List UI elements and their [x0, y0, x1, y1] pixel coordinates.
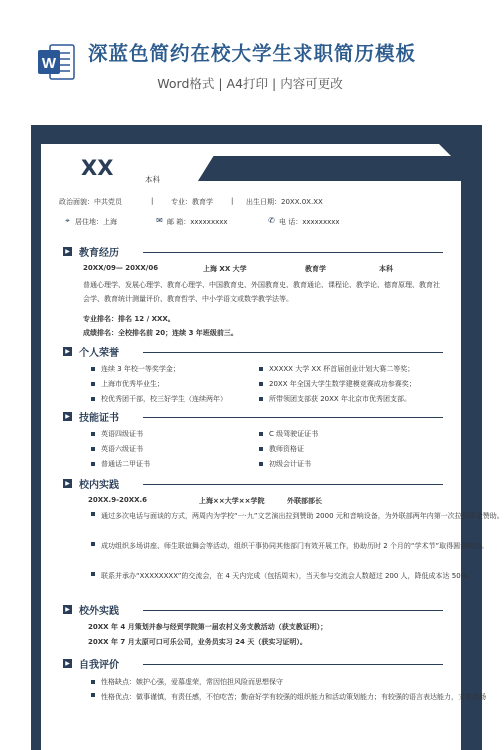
skill-item: 初级会计证书	[259, 459, 311, 469]
email-field: 邮 箱：xxxxxxxxx	[167, 218, 228, 226]
honor-item: 上海市优秀毕业生；	[91, 379, 164, 389]
section-title: 自我评价	[79, 660, 119, 671]
edu-major: 教育学	[305, 265, 326, 273]
mail-icon: ✉	[156, 216, 163, 225]
phone-icon: ✆	[268, 216, 275, 225]
page-subtitle: Word格式 | A4打印 | 内容可更改	[157, 76, 343, 91]
edu-courses: 普通心理学、发展心理学、教育心理学、中国教育史、外国教育史、教育通论、课程论、教学论、德育原理、教育社会学、教育统计测量评价、教育哲学、中小学语文或数学教学法等。	[83, 281, 440, 303]
skill-item: C 级驾驶证证书	[259, 429, 318, 439]
skill-item: 教师资格证	[259, 444, 304, 454]
honor-item: 20XX 年全国大学生数学建模竞赛成功参赛奖；	[259, 379, 416, 389]
section-honors	[63, 344, 443, 360]
birth-field: 出生日期：20XX.0X.XX	[246, 198, 323, 206]
section-rule	[143, 484, 443, 485]
skill-item: 英语六级证书	[91, 444, 143, 454]
candidate-name: XX	[81, 156, 114, 180]
honor-item: 校优秀团干部，校三好学生（连续两年）	[91, 394, 227, 404]
section-arrow-icon: ▶	[63, 605, 72, 614]
header-corner	[439, 144, 461, 166]
word-icon-letter: W	[41, 55, 57, 72]
section-skills	[63, 409, 443, 425]
section-arrow-icon: ▶	[63, 412, 72, 421]
campus-item: 通过多次电话与面谈的方式，两周内为学校“一·九”文艺演出拉到赞助 2000 元和音响设备，为外联部两年内第一次拉到现金赞助。	[91, 509, 433, 523]
campus-role: 外联部部长	[287, 497, 322, 505]
section-arrow-icon: ▶	[63, 479, 72, 488]
section-title: 技能证书	[79, 413, 119, 424]
section-rule	[143, 664, 443, 665]
major-field: 专业：教育学	[171, 198, 213, 206]
info-divider: |	[151, 197, 154, 205]
section-rule	[143, 610, 443, 611]
section-arrow-icon: ▶	[63, 659, 72, 668]
self-item: 性格优点：做事谨慎，有责任感，不怕吃苦；勤奋好学有较强的组织能力和活动策划能力；有较强的语言表达能力，文笔流畅	[91, 690, 433, 704]
section-title: 校内实践	[79, 480, 119, 491]
offcampus-item: 20XX 年 4 月策划并参与经贸学院第一届农村义务支教活动（获支教证明）；	[88, 623, 328, 631]
honor-item: XXXXX 大学 XX 杯首届创业计划大赛二等奖；	[259, 364, 414, 374]
section-self	[63, 656, 443, 672]
page-title: 深蓝色简约在校大学生求职简历模板	[88, 42, 417, 65]
politics-field: 政治面貌：中共党员	[59, 198, 122, 206]
info-divider: |	[231, 197, 234, 205]
edu-grade: 成绩排名：全校排名前 20；连续 3 年班级前三。	[83, 329, 238, 337]
edu-period: 20XX/09— 20XX/06	[83, 264, 159, 272]
candidate-degree: 本科	[145, 175, 160, 184]
honor-item: 连续 3 年校一等奖学金；	[91, 364, 180, 374]
section-rule	[143, 417, 443, 418]
template-banner	[0, 0, 500, 112]
edu-school: 上海 XX 大学	[203, 265, 247, 273]
offcampus-item: 20XX 年 7 月太原可口可乐公司，业务员实习 24 天（获实习证明）。	[88, 638, 307, 646]
section-title: 教育经历	[79, 248, 119, 259]
section-rule	[143, 252, 443, 253]
location-icon: ⌖	[65, 216, 70, 225]
campus-item: 成功组织多场讲座、师生联谊舞会等活动，组织干事协同其他部门有效开展工作，协助历时 2 个月的“学术节”取得圆满成功。	[91, 539, 433, 553]
header-name-block	[41, 144, 221, 196]
skill-item: 英语四级证书	[91, 429, 143, 439]
section-campus	[63, 476, 443, 492]
skill-item: 普通话二甲证书	[91, 459, 150, 469]
section-title: 个人荣誉	[79, 348, 119, 359]
self-item: 性格缺点：嫉护心强，爱慕虚荣，常因怕担风险而思想保守	[91, 677, 283, 687]
section-offcampus	[63, 602, 443, 618]
campus-period: 20XX.9-20XX.6	[88, 496, 148, 504]
section-title: 校外实践	[79, 606, 119, 617]
section-arrow-icon: ▶	[63, 347, 72, 356]
campus-org: 上海××大学××学院	[199, 497, 265, 505]
resume-sheet	[41, 144, 504, 750]
section-arrow-icon: ▶	[63, 247, 72, 256]
campus-item: 联系并承办“XXXXXXXX”的交流会，在 4 天内完成（包括周末），当天参与交流会人数超过 200 人，降低成本达 50%。	[91, 569, 433, 583]
address-field: 居住地：上海	[75, 218, 117, 226]
section-education	[63, 244, 443, 260]
honor-item: 所带领团支部获 20XX 年北京市优秀团支部。	[259, 394, 411, 404]
edu-rank: 专业排名：排名 12 / XXX。	[83, 315, 175, 323]
phone-field: 电 话：xxxxxxxxx	[279, 218, 340, 226]
edu-level: 本科	[379, 265, 393, 273]
section-rule	[143, 352, 443, 353]
